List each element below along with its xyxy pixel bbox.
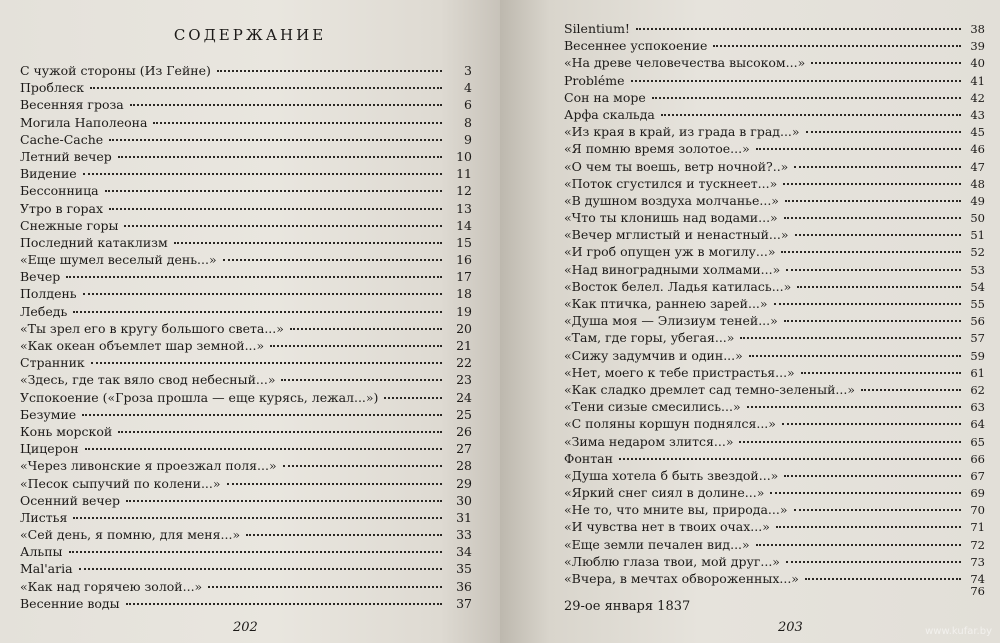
- toc-entry: [20, 148, 472, 165]
- toc-entry: [20, 371, 472, 388]
- toc-entry-page: 35: [456, 561, 472, 577]
- toc-entry: [20, 182, 472, 199]
- dot-leader: [153, 121, 442, 124]
- toc-entry-page: 72: [970, 537, 985, 552]
- toc-entry-page: 4: [464, 80, 472, 96]
- toc-entry-title: «Там, где горы, убегая...»: [564, 330, 735, 346]
- toc-entry: [564, 518, 985, 535]
- toc-entry-page: 31: [456, 509, 472, 525]
- toc-entry-title: «Я помню время золотое...»: [564, 141, 750, 157]
- toc-entry-page: 73: [970, 554, 985, 569]
- toc-entry: [20, 62, 472, 79]
- toc-entry-page: 11: [456, 166, 472, 182]
- dot-leader: [782, 422, 961, 425]
- toc-entry: [20, 543, 472, 560]
- toc-entry-title: «Из края в край, из града в град...»: [564, 124, 800, 140]
- toc-entry: [564, 329, 985, 346]
- toc-entry: [20, 320, 472, 337]
- toc-entry-title: «Над виноградными холмами...»: [564, 261, 781, 277]
- toc-entry-title: «Песок сыпучий по колени...»: [20, 475, 221, 491]
- dot-leader: [861, 388, 961, 391]
- toc-entry: [564, 450, 985, 467]
- dot-leader: [79, 567, 442, 570]
- toc-entry-page: 20: [456, 320, 472, 336]
- dot-leader: [66, 275, 442, 278]
- dot-leader: [795, 233, 962, 236]
- toc-entry: [564, 123, 985, 140]
- toc-entry-page: 64: [970, 417, 985, 432]
- toc-entry: [20, 354, 472, 371]
- toc-entry-page: 24: [456, 389, 472, 405]
- toc-entry-title: «Как сладко дремлет сад темно-зеленый...»: [564, 381, 855, 397]
- toc-entry-page: 12: [456, 183, 472, 199]
- toc-entry-page: 48: [970, 176, 985, 191]
- toc-entry: [564, 364, 985, 381]
- dot-leader: [652, 96, 961, 99]
- toc-entry: [564, 295, 985, 312]
- dot-leader: [631, 79, 961, 82]
- toc-entry-title: «С поляны коршун поднялся...»: [564, 416, 776, 432]
- toc-entry-title: «Вечер мглистый и ненастный...»: [564, 227, 789, 243]
- toc-entry-page: 36: [456, 578, 472, 594]
- toc-entry-page: 30: [456, 492, 472, 508]
- dot-leader: [783, 182, 961, 185]
- toc-entry-page: 15: [456, 234, 472, 250]
- toc-entry: [564, 312, 985, 329]
- dot-leader: [770, 491, 961, 494]
- toc-list-right: [564, 20, 985, 598]
- toc-entry-page: 41: [970, 73, 985, 88]
- dot-leader: [283, 464, 442, 467]
- toc-entry-page: 23: [456, 372, 472, 388]
- toc-entry-title: Mal'aria: [20, 561, 73, 577]
- toc-entry-title: Сон на море: [564, 89, 646, 105]
- toc-entry-page: 69: [970, 486, 985, 501]
- toc-entry: [20, 578, 472, 595]
- watermark: www.kufar.by: [925, 626, 992, 637]
- toc-entry: [564, 140, 985, 157]
- dot-leader: [208, 585, 442, 588]
- toc-entry-page: 59: [970, 348, 985, 363]
- dot-leader: [797, 285, 961, 288]
- toc-entry-page: 51: [970, 228, 985, 243]
- toc-entry: [20, 440, 472, 457]
- toc-entry-title: Последний катаклизм: [20, 234, 168, 250]
- dot-leader: [661, 113, 961, 116]
- toc-entry: [564, 106, 985, 123]
- toc-entry-page: 33: [456, 527, 472, 543]
- toc-entry-title: Полдень: [20, 286, 77, 302]
- toc-entry-page: 62: [970, 382, 985, 397]
- toc-entry: [564, 415, 985, 432]
- dot-leader: [786, 268, 961, 271]
- toc-entry: [20, 165, 472, 182]
- dot-leader: [83, 172, 442, 175]
- toc-entry-page: 49: [970, 193, 985, 208]
- toc-entry-title: Весенняя гроза: [20, 97, 124, 113]
- dot-leader: [713, 44, 961, 47]
- toc-entry-title: «Вчера, в мечтах обвороженных...»: [564, 571, 799, 586]
- toc-entry-title: «Люблю глаза твои, мой друг...»: [564, 553, 780, 569]
- dot-leader: [174, 241, 442, 244]
- toc-entry-title: Видение: [20, 166, 77, 182]
- toc-entry-title: «Душа хотела б быть звездой...»: [564, 467, 779, 483]
- toc-entry-page: 76: [970, 584, 985, 598]
- contents-heading: СОДЕРЖАНИЕ: [173, 26, 327, 44]
- toc-entry-title: «О чем ты воешь, ветр ночной?..»: [564, 158, 789, 174]
- dot-leader: [784, 319, 961, 322]
- dot-leader: [784, 216, 961, 219]
- dot-leader: [118, 155, 442, 158]
- toc-entry: [564, 381, 985, 398]
- toc-entry-title: Вечер: [20, 269, 61, 285]
- toc-entry-title: «Ты зрел его в кругу большого света...»: [20, 320, 284, 336]
- toc-entry-title: Утро в горах: [20, 200, 104, 216]
- dot-leader: [223, 258, 442, 261]
- toc-entry-title: Успокоение («Гроза прошла — еще курясь, лежал...»): [20, 389, 379, 405]
- toc-entry: [20, 303, 472, 320]
- dot-leader: [290, 327, 442, 330]
- toc-entry-page: 52: [970, 245, 985, 260]
- toc-entry-page: 21: [456, 338, 472, 353]
- toc-entry: [20, 423, 472, 440]
- toc-entry: [20, 475, 472, 492]
- toc-entry-page: 53: [970, 262, 985, 277]
- toc-entry: [564, 261, 985, 278]
- toc-entry: [564, 484, 985, 501]
- toc-entry-page: 50: [970, 211, 985, 226]
- dot-leader: [794, 508, 962, 511]
- toc-entry: [564, 89, 985, 106]
- toc-entry-title: «Яркий снег сиял в долине...»: [564, 485, 765, 501]
- toc-entry-page: 39: [970, 39, 985, 54]
- toc-entry-page: 43: [970, 107, 985, 122]
- toc-entry-title: Проблеск: [20, 80, 85, 96]
- toc-entry-page: 66: [970, 451, 985, 466]
- dot-leader: [784, 474, 961, 477]
- toc-entry: [564, 553, 985, 570]
- toc-entry-title: Осенний вечер: [20, 492, 121, 508]
- dot-leader: [786, 560, 961, 563]
- toc-entry-title: Silentium!: [564, 21, 630, 36]
- toc-entry-title: «Сижу задумчив и один...»: [564, 347, 743, 363]
- toc-entry-title: Лебедь: [20, 303, 68, 319]
- toc-entry-title: Бессонница: [20, 183, 99, 199]
- toc-entry-title: Могила Наполеона: [20, 114, 148, 130]
- dot-leader: [774, 302, 961, 305]
- page-number-right: 203: [778, 620, 803, 635]
- toc-entry-page: 6: [464, 97, 472, 113]
- toc-entry-page: 71: [970, 520, 985, 535]
- toc-entry-title: Cache-Cache: [20, 131, 104, 147]
- dot-leader: [805, 577, 961, 580]
- toc-entry: [564, 243, 985, 260]
- toc-entry: [20, 337, 472, 354]
- dot-leader: [801, 371, 961, 374]
- toc-entry-page: 9: [464, 131, 472, 147]
- toc-entry-title: Весеннее успокоение: [564, 38, 708, 54]
- dot-leader: [124, 224, 442, 227]
- dot-leader: [73, 516, 442, 519]
- toc-entry-title: «Нет, моего к тебе пристрастья...»: [564, 364, 795, 380]
- right-page: [500, 0, 1000, 643]
- page-number-left: 202: [233, 620, 258, 635]
- toc-entry-title: «В душном воздуха молчанье...»: [564, 192, 779, 208]
- dot-leader: [126, 602, 442, 605]
- toc-entry: [20, 200, 472, 217]
- toc-entry: [564, 158, 985, 175]
- toc-entry-title: С чужой стороны (Из Гейне): [20, 63, 211, 78]
- dot-leader: [794, 165, 961, 168]
- toc-entry-title: «Поток сгустился и тускнеет...»: [564, 175, 778, 191]
- toc-entry: [564, 175, 985, 192]
- toc-entry-title: «Зима недаром злится...»: [564, 433, 734, 449]
- toc-entry-title: Конь морской: [20, 423, 113, 439]
- dot-leader: [246, 533, 442, 536]
- dot-leader: [83, 292, 442, 295]
- dot-leader: [90, 86, 442, 89]
- dot-leader: [756, 147, 961, 150]
- toc-entry-page: 42: [970, 90, 985, 105]
- toc-entry-title: Странник: [20, 355, 85, 371]
- dot-leader: [270, 344, 442, 347]
- toc-entry-page: 3: [464, 63, 472, 78]
- toc-entry: [564, 54, 985, 71]
- toc-entry: [20, 457, 472, 474]
- toc-entry-page: 54: [970, 279, 985, 294]
- toc-entry-title: «Душа моя — Элизиум теней...»: [564, 313, 778, 329]
- toc-entry: [20, 234, 472, 251]
- toc-entry-page: 74: [970, 572, 985, 586]
- toc-entry: [564, 501, 985, 518]
- toc-entry: [564, 398, 985, 415]
- dot-leader: [806, 130, 961, 133]
- toc-entry-title: «И гроб опущен уж в могилу...»: [564, 244, 776, 260]
- toc-entry-title: Безумие: [20, 406, 77, 422]
- toc-entry: [20, 526, 472, 543]
- toc-entry: [20, 251, 472, 268]
- dot-leader: [73, 310, 442, 313]
- date-line: 29-ое января 1837: [564, 599, 691, 614]
- toc-entry: [20, 406, 472, 423]
- toc-entry-page: 70: [970, 503, 985, 518]
- dot-leader: [636, 27, 961, 30]
- dot-leader: [69, 550, 443, 553]
- toc-entry-page: 10: [456, 148, 472, 164]
- toc-entry-title: «Как океан объемлет шар земной...»: [20, 338, 265, 353]
- toc-entry-page: 47: [970, 159, 985, 174]
- toc-entry: [20, 595, 472, 612]
- dot-leader: [756, 543, 961, 546]
- toc-entry-title: «На древе человечества высоком...»: [564, 55, 806, 71]
- toc-entry-page: 61: [970, 365, 985, 380]
- toc-entry-page: 34: [456, 544, 472, 560]
- toc-entry-title: «Как птичка, раннею зарей...»: [564, 296, 768, 311]
- dot-leader: [126, 499, 442, 502]
- toc-entry-title: Летний вечер: [20, 148, 112, 164]
- toc-entry-title: Листья: [20, 509, 68, 525]
- toc-entry-page: 17: [456, 269, 472, 285]
- dot-leader: [227, 482, 442, 485]
- dot-leader: [82, 413, 442, 416]
- toc-entry-page: 56: [970, 314, 985, 329]
- toc-entry: [564, 37, 985, 54]
- toc-entry: [20, 389, 472, 406]
- dot-leader: [619, 457, 961, 460]
- toc-entry-page: 63: [970, 400, 985, 415]
- toc-entry: [564, 192, 985, 209]
- toc-entry: [20, 509, 472, 526]
- toc-entry-title: «Через ливонские я проезжал поля...»: [20, 458, 277, 474]
- toc-entry-page: 65: [970, 434, 985, 449]
- dot-leader: [811, 61, 961, 64]
- toc-entry-title: Весенние воды: [20, 595, 120, 611]
- toc-entry: [20, 217, 472, 234]
- toc-entry-title: Цицерон: [20, 441, 79, 457]
- toc-entry-page: 38: [970, 22, 985, 36]
- toc-entry-title: Альпы: [20, 544, 63, 560]
- toc-entry: [564, 347, 985, 364]
- toc-entry: [20, 285, 472, 302]
- toc-list-left: [20, 62, 472, 612]
- toc-entry: [20, 131, 472, 148]
- toc-entry-page: 29: [456, 475, 472, 491]
- toc-continuation: [564, 583, 985, 600]
- dot-leader: [739, 440, 961, 443]
- dot-leader: [785, 199, 961, 202]
- toc-entry: [564, 536, 985, 553]
- toc-entry-title: «Как над горячею золой...»: [20, 578, 203, 594]
- toc-entry-title: Снежные горы: [20, 217, 119, 233]
- toc-entry-title: «Здесь, где так вяло свод небесный...»: [20, 372, 276, 388]
- toc-entry: [20, 96, 472, 113]
- toc-entry-title: «И чувства нет в твоих очах...»: [564, 519, 770, 535]
- toc-entry-page: 18: [456, 286, 472, 302]
- dot-leader: [118, 430, 442, 433]
- toc-entry-title: Probléme: [564, 72, 625, 88]
- toc-entry-page: 45: [970, 125, 985, 140]
- dot-leader: [105, 189, 442, 192]
- toc-entry: [564, 433, 985, 450]
- toc-entry: [20, 79, 472, 96]
- toc-entry-page: 67: [970, 468, 985, 483]
- toc-entry-page: 27: [456, 441, 472, 457]
- dot-leader: [776, 525, 961, 528]
- toc-entry-page: 46: [970, 142, 985, 157]
- toc-entry-page: 16: [456, 252, 472, 268]
- toc-entry-title: «Тени сизые смесились...»: [564, 399, 741, 415]
- toc-entry-title: Фонтан: [564, 450, 613, 466]
- toc-entry: [564, 278, 985, 295]
- toc-entry-title: «Сей день, я помню, для меня...»: [20, 527, 241, 543]
- toc-entry: [20, 560, 472, 577]
- toc-entry-page: 19: [456, 303, 472, 319]
- dot-leader: [91, 361, 442, 364]
- toc-entry-title: «Восток белел. Ладья катилась...»: [564, 278, 792, 294]
- toc-entry: [564, 20, 985, 37]
- toc-entry: [564, 209, 985, 226]
- toc-entry: [20, 114, 472, 131]
- toc-entry-page: 22: [456, 355, 472, 371]
- toc-entry-page: 37: [456, 595, 472, 611]
- toc-entry-page: 55: [970, 297, 985, 311]
- toc-entry-page: 25: [456, 406, 472, 422]
- dot-leader: [749, 354, 961, 357]
- toc-entry-page: 57: [970, 331, 985, 346]
- toc-entry-page: 13: [456, 200, 472, 216]
- dot-leader: [740, 336, 961, 339]
- dot-leader: [781, 250, 961, 253]
- toc-entry-title: «Еще шумел веселый день...»: [20, 252, 217, 268]
- dot-leader: [130, 103, 442, 106]
- dot-leader: [281, 378, 442, 381]
- toc-entry: [564, 467, 985, 484]
- toc-entry: [20, 268, 472, 285]
- toc-entry-page: 8: [464, 114, 472, 130]
- dot-leader: [109, 138, 442, 141]
- dot-leader: [109, 207, 442, 210]
- toc-entry-title: Арфа скальда: [564, 106, 655, 122]
- toc-entry-title: «Еще земли печален вид...»: [564, 536, 750, 552]
- toc-entry: [564, 72, 985, 89]
- toc-entry-title: «Что ты клонишь над водами...»: [564, 210, 778, 226]
- dot-leader: [85, 447, 442, 450]
- toc-entry-page: 28: [456, 458, 472, 474]
- toc-entry: [564, 226, 985, 243]
- toc-entry-page: 14: [456, 217, 472, 233]
- toc-entry-page: 26: [456, 423, 472, 439]
- toc-entry-title: «Не то, что мните вы, природа...»: [564, 502, 788, 518]
- dot-leader: [217, 69, 442, 72]
- dot-leader: [384, 396, 442, 399]
- toc-entry: [20, 492, 472, 509]
- toc-entry-page: 40: [970, 56, 985, 71]
- dot-leader: [747, 405, 961, 408]
